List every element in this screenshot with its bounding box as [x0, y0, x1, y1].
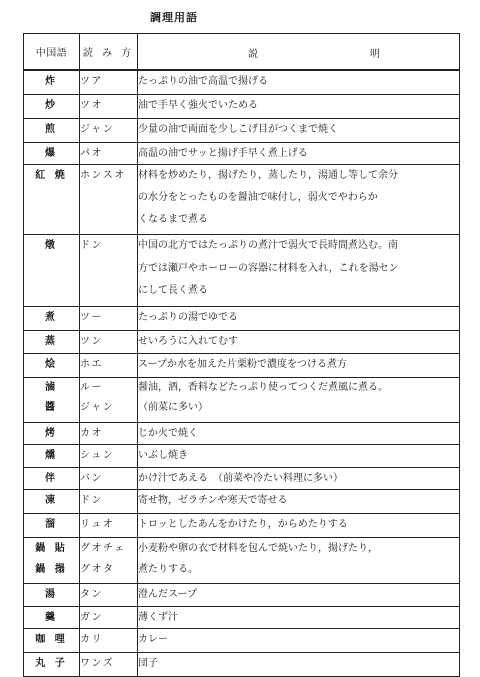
table-row	[24, 514, 460, 538]
term-explanation	[138, 606, 460, 629]
term-reading-line: カオ	[80, 427, 103, 439]
term-chinese-line: 鍋 搨	[35, 564, 68, 575]
table-row	[24, 94, 460, 118]
term-reading	[80, 490, 138, 514]
table-row	[24, 445, 460, 468]
table-row	[24, 490, 460, 514]
term-reading-line: タン	[80, 589, 103, 600]
term-reading-line: ジャン	[80, 402, 115, 413]
term-chinese	[24, 353, 80, 377]
term-explanation-line: 小麦粉や卵の衣で材料を包んで焼いたり，揚げたり，	[138, 543, 378, 554]
term-chinese	[24, 490, 80, 514]
term-chinese-line: 烩	[45, 358, 58, 370]
term-explanation	[138, 94, 460, 118]
term-explanation-line: 澄んだスープ	[138, 589, 197, 600]
term-reading	[80, 307, 138, 331]
term-explanation	[138, 514, 460, 538]
term-chinese-line: 咖 哩	[35, 634, 68, 645]
term-chinese-line: 蒸	[45, 336, 58, 347]
term-explanation-line: 寄せ物，ゼラチンや寒天で寄せる	[138, 495, 288, 506]
table-row	[24, 165, 460, 235]
term-chinese	[24, 165, 80, 235]
term-explanation	[138, 490, 460, 514]
term-reading-line: グオチェ	[80, 543, 126, 554]
term-reading-line: リュオ	[80, 519, 115, 530]
term-reading	[80, 353, 138, 377]
term-explanation-line: 方では瀬戸やホーローの容器に材料を入れ，これを湯セン	[138, 262, 399, 274]
term-reading	[80, 118, 138, 142]
term-reading-line: カリ	[80, 634, 103, 645]
table-row	[24, 353, 460, 377]
table-row	[24, 538, 460, 584]
term-chinese-line: 爆	[45, 147, 58, 159]
term-chinese	[24, 445, 80, 468]
term-chinese-line: 煮	[45, 312, 58, 323]
term-reading-line: ルー	[80, 381, 103, 393]
term-reading-line: ツオ	[80, 99, 103, 111]
term-reading-line: ドン	[80, 495, 103, 506]
term-reading	[80, 467, 138, 490]
term-reading	[80, 606, 138, 629]
term-chinese-line: 羹	[45, 611, 58, 623]
term-explanation	[138, 165, 460, 235]
term-reading	[80, 94, 138, 118]
term-chinese	[24, 467, 80, 490]
term-reading-line: パオ	[80, 147, 103, 159]
term-chinese-line: 鍋 貼	[35, 543, 68, 554]
term-chinese-line: 凍	[45, 495, 58, 506]
term-chinese	[24, 629, 80, 653]
term-chinese	[24, 307, 80, 331]
term-explanation-line: の水分をとったものを醤油で味付し，弱火でやわらか	[138, 192, 378, 203]
term-explanation-line: くなるまで煮る	[138, 214, 208, 225]
term-explanation	[138, 307, 460, 331]
header-explanation-char-2: 明	[370, 49, 380, 60]
term-explanation	[138, 422, 460, 445]
term-explanation-line: にして長く煮る	[138, 285, 208, 297]
table-row	[24, 307, 460, 331]
term-chinese-line: 燉	[45, 240, 58, 251]
term-chinese-line: 丸 子	[35, 658, 68, 669]
term-reading	[80, 653, 138, 677]
term-reading	[80, 538, 138, 584]
term-reading-line: ツア	[80, 76, 103, 87]
table-row	[24, 606, 460, 629]
term-explanation	[138, 653, 460, 677]
term-chinese	[24, 653, 80, 677]
term-reading	[80, 331, 138, 354]
term-explanation-line: かけ汁であえる （前菜や冷たい料理に多い）	[138, 472, 343, 484]
term-chinese-line: 煎	[45, 123, 58, 135]
term-reading	[80, 514, 138, 538]
term-chinese-line: 湯	[45, 589, 58, 600]
cooking-terms-table	[23, 33, 460, 677]
term-explanation-line: 材料を炒めたり，揚げたり，蒸したり，湯通し等して余分	[138, 170, 398, 181]
term-chinese-line: 炸	[45, 76, 58, 87]
table-row	[24, 422, 460, 445]
term-explanation-line: スープか水を加えた片栗粉で濃度をつける煮方	[138, 358, 347, 370]
term-reading	[80, 165, 138, 235]
term-explanation	[138, 584, 460, 607]
header-explanation	[138, 34, 460, 71]
term-reading-line: ツー	[80, 312, 103, 323]
term-explanation	[138, 70, 460, 94]
table-row	[24, 118, 460, 142]
term-chinese-line: 燻	[45, 450, 58, 461]
term-reading-line: ツン	[80, 336, 103, 347]
term-chinese	[24, 331, 80, 354]
table-row	[24, 377, 460, 422]
term-chinese	[24, 377, 80, 422]
table-row	[24, 331, 460, 354]
table-row	[24, 142, 460, 165]
term-reading-line: バン	[80, 472, 103, 484]
term-explanation-line: いぶし焼き	[138, 450, 188, 461]
term-chinese	[24, 94, 80, 118]
table-row	[24, 235, 460, 307]
term-explanation-line: 薄くず汁	[138, 611, 178, 623]
table-row	[24, 70, 460, 94]
term-chinese-line: 溜	[45, 519, 58, 530]
term-explanation-line: 煮たりする。	[138, 564, 198, 575]
term-reading-line: ワンズ	[80, 658, 115, 669]
term-explanation	[138, 377, 460, 422]
term-chinese-line: 伴	[45, 472, 58, 484]
term-explanation-line: 醤油，酒，香料などたっぷり使ってつくだ煮風に煮る。	[138, 381, 388, 393]
page-title: 調理用語	[150, 11, 198, 24]
term-chinese-line: 烤	[45, 427, 58, 439]
term-explanation-line: カレー	[138, 634, 168, 645]
term-reading	[80, 629, 138, 653]
term-explanation	[138, 467, 460, 490]
term-explanation-line: トロッとしたあんをかけたり，からめたりする	[138, 519, 348, 530]
table-body	[24, 70, 460, 677]
term-chinese	[24, 142, 80, 165]
term-chinese	[24, 70, 80, 94]
term-explanation	[138, 538, 460, 584]
term-explanation-line: 団子	[138, 658, 158, 669]
term-explanation-line: 中国の北方ではたっぷりの煮汁で弱火で長時間煮込む。南	[138, 240, 398, 251]
term-reading	[80, 584, 138, 607]
term-chinese	[24, 118, 80, 142]
header-explanation-char-1: 説	[248, 49, 258, 60]
term-explanation-line: じか火で焼く	[138, 427, 198, 439]
term-chinese	[24, 235, 80, 307]
term-reading-line: ホンスオ	[80, 170, 126, 181]
term-explanation	[138, 445, 460, 468]
term-chinese-line: 醬	[45, 402, 58, 413]
term-explanation-line: たっぷりの湯でゆでる	[138, 312, 238, 323]
term-chinese	[24, 606, 80, 629]
term-explanation	[138, 353, 460, 377]
term-explanation-line: 少量の油で両面を少しこげ目がつくまで焼く	[138, 123, 338, 135]
term-reading	[80, 422, 138, 445]
term-chinese	[24, 514, 80, 538]
term-reading-line: ドン	[80, 240, 103, 251]
term-reading-line: ホエ	[80, 358, 103, 370]
term-explanation	[138, 331, 460, 354]
term-explanation-line: せいろうに入れてむす	[138, 336, 238, 347]
term-reading	[80, 235, 138, 307]
term-chinese-line: 紅 焼	[35, 170, 68, 181]
term-reading-line: グオタ	[80, 564, 115, 575]
term-reading	[80, 445, 138, 468]
table-header-row	[24, 34, 460, 71]
term-explanation-line: 高温の油でサッと揚げ手早く煮上げる	[138, 147, 308, 159]
table-row	[24, 584, 460, 607]
header-chinese: 中国語	[24, 34, 80, 71]
term-reading-line: ガン	[80, 611, 103, 623]
term-reading-line: シュン	[80, 450, 115, 461]
term-chinese-line: 滷	[45, 381, 58, 393]
term-reading-line: ジャン	[80, 123, 115, 135]
term-chinese	[24, 538, 80, 584]
term-explanation	[138, 118, 460, 142]
table-row	[24, 629, 460, 653]
term-chinese	[24, 422, 80, 445]
header-reading: 読 み 方	[80, 34, 138, 71]
term-explanation	[138, 629, 460, 653]
term-chinese	[24, 584, 80, 607]
term-reading	[80, 142, 138, 165]
term-explanation	[138, 142, 460, 165]
table-row	[24, 653, 460, 677]
term-reading	[80, 70, 138, 94]
term-chinese-line: 炒	[45, 99, 58, 111]
term-explanation-line: （前菜に多い）	[138, 402, 208, 413]
table-row	[24, 467, 460, 490]
term-explanation-line: たっぷりの油で高温で揚げる	[138, 76, 268, 87]
term-reading	[80, 377, 138, 422]
term-explanation	[138, 235, 460, 307]
term-explanation-line: 油で手早く強火でいためる	[138, 99, 258, 111]
